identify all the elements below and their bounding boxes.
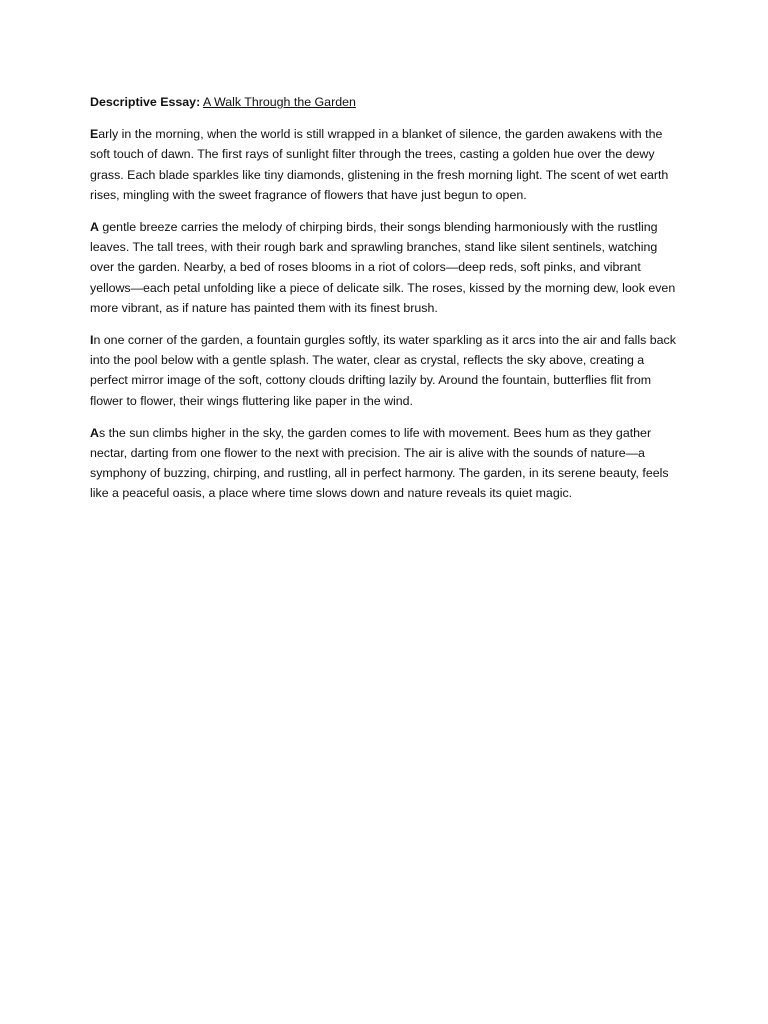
essay-title-label: Descriptive Essay: <box>90 95 201 109</box>
essay-paragraph-3 <box>90 330 682 411</box>
essay-paragraph-2 <box>90 217 682 318</box>
paragraph-body: gentle breeze carries the melody of chirping birds, their songs blending harmoniously with the rustling leaves. The tall trees, with their rough bark and sprawling branches, stand like silent sentinels, watching over the garden. Nearby, a bed of roses blooms in a riot of colors—deep reds, soft pinks, and vibrant yellows—each petal unfolding like a piece of delicate silk. The roses, kissed by the morning dew, look even more vibrant, as if nature has painted them with its finest brush. <box>90 220 676 315</box>
paragraph-initial-letter: A <box>90 425 99 440</box>
paragraph-body: n one corner of the garden, a fountain gurgles softly, its water sparkling as it arcs into the air and falls back into the pool below with a gentle splash. The water, clear as crystal, reflects the sky above, creating a perfect mirror image of the soft, cottony clouds drifting lazily by. Around the fountain, butterflies flit from flower to flower, their wings fluttering like paper in the wind. <box>90 333 676 408</box>
essay-paragraph-4 <box>90 423 682 504</box>
paragraph-initial-letter: E <box>90 127 99 142</box>
paragraph-body: s the sun climbs higher in the sky, the garden comes to life with movement. Bees hum as they gather nectar, darting from one flower to the next with precision. The air is alive with the sounds of nature—a symphony of buzzing, chirping, and rustling, all in perfect harmony. The garden, in its serene beauty, feels like a peaceful oasis, a place where time slows down and nature reveals its quiet magic. <box>90 425 669 501</box>
document-page <box>90 92 682 516</box>
paragraph-body: arly in the morning, when the world is still wrapped in a blanket of silence, the garden awakens with the soft touch of dawn. The first rays of sunlight filter through the trees, casting a golden hue over the dewy grass. Each blade sparkles like tiny diamonds, glistening in the fresh morning light. The scent of wet earth rises, mingling with the sweet fragrance of flowers that have just begun to open. <box>90 127 669 202</box>
paragraph-initial-letter: I <box>90 333 94 348</box>
essay-paragraph-1 <box>90 124 682 205</box>
essay-title <box>90 92 682 112</box>
essay-title-text: A Walk Through the Garden <box>202 95 356 109</box>
paragraph-initial-letter: A <box>90 220 99 235</box>
